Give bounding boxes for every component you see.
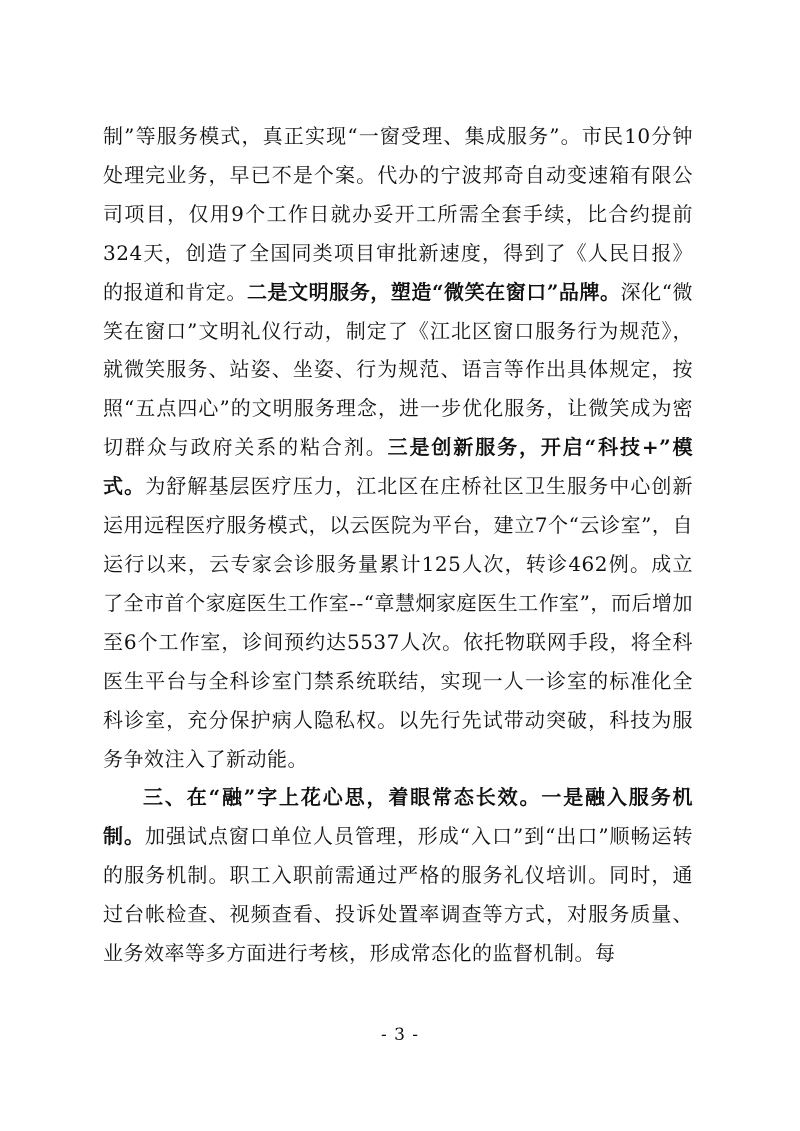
text-segment: 加强试点窗口单位人员管理，形成“入口”到“出口”顺畅运转的服务机制。职工入职前需通过严格的服务礼仪培训。同时，通过台帐检查、视频查看、投诉处置率调查等方式，对服务质量、业务效率等多方面进行考核，形成常态化的监督机制。每 (103, 824, 694, 966)
paragraph-2 (103, 778, 693, 973)
text-segment: 深化“微笑在窗口”文明礼仪行动，制定了《江北区窗口服务行为规范》，就微笑服务、站姿、坐姿、行为规范、语言等作出具体规定，按照“五点四心”的文明服务理念，进一步优化服务，让微笑成为密切群众与政府关系的粘合剂。 (103, 279, 693, 460)
text-segment: 制”等服务模式，真正实现“一窗受理、集成服务”。市民10分钟处理完业务，早已不是个案。代办的宁波邦奇自动变速箱有限公司项目，仅用9个工作日就办妥开工所需全套手续，比合约提前324天，创造了全国同类项目审批新速度，得到了《人民日报》的报道和肯定。 (103, 124, 693, 304)
text-segment: 为舒解基层医疗压力，江北区在庄桥社区卫生服务中心创新运用远程医疗服务模式，以云医院为平台，建立7个“云诊室”，自运行以来，云专家会诊服务量累计125人次，转诊462例。成立了全市首个家庭医生工作室--“章慧炯家庭医生工作室”，而后增加至6个工作室，诊间预约达5537人次。依托物联网手段，将全科医生平台与全科诊室门禁系统联结，实现一人一诊室的标准化全科诊室，充分保护病人隐私权。以先行先试带动突破，科技为服务争效注入了新动能。 (103, 474, 694, 771)
body-text (103, 117, 693, 973)
page-number: - 3 - (380, 1025, 420, 1045)
paragraph-1 (103, 117, 693, 778)
bold-heading-innovative-service: 三是创新服务，开启“科技+”模式。 (103, 435, 694, 499)
bold-section-heading: 三、在“融”字上花心思，着眼常态长效。一是融入服务机制。 (103, 785, 693, 849)
bold-heading-civilized-service: 二是文明服务，塑造“微笑在窗口”品牌。 (246, 279, 621, 304)
